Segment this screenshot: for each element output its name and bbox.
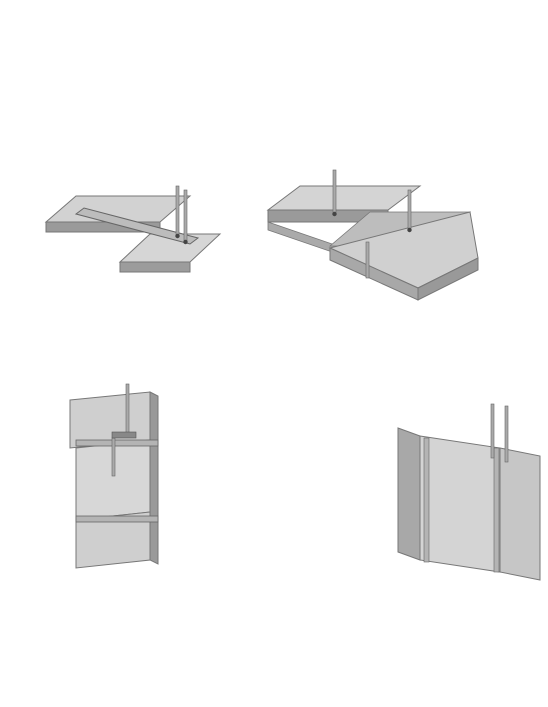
specimen-mode-s-image: [398, 404, 540, 580]
bottom-specimen-illustrations: [70, 384, 540, 580]
specimen-mode-v-image: [46, 186, 220, 272]
specimen-mode-ct-image: [70, 384, 158, 568]
specimen-mode-m-image: [268, 170, 478, 300]
top-specimen-illustrations: [46, 170, 478, 300]
